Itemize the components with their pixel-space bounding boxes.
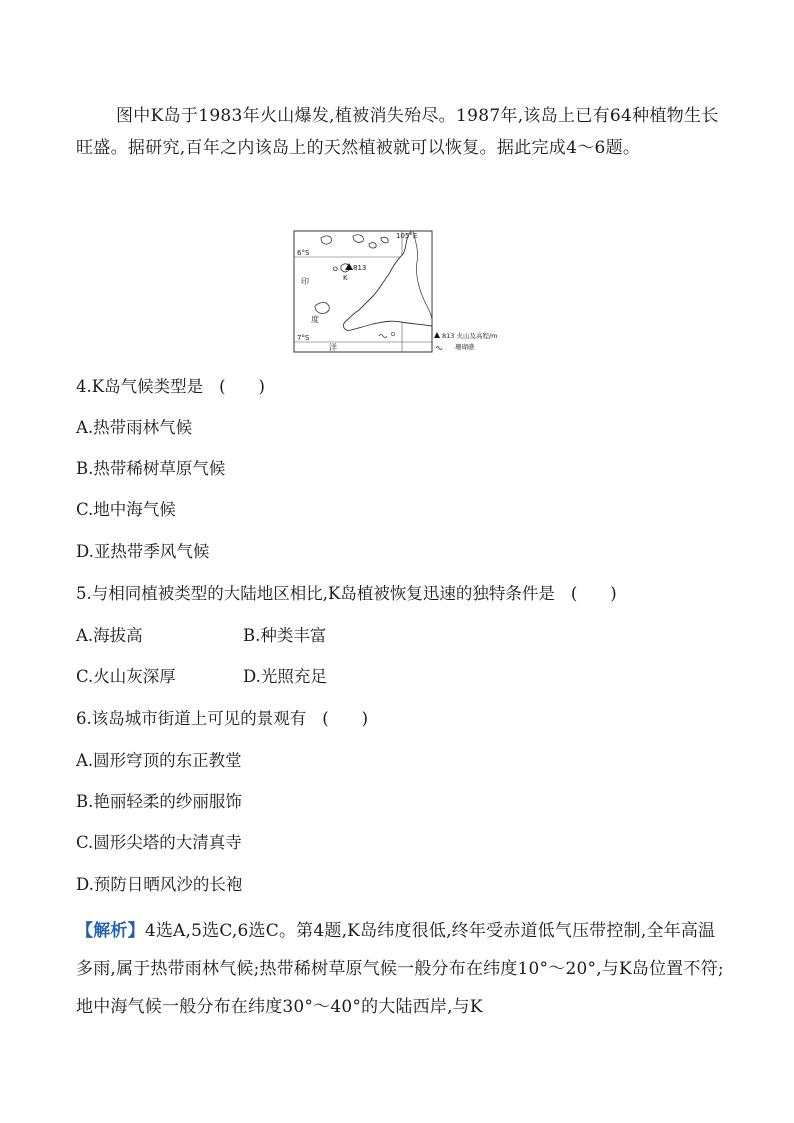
legend-volcano-text: 813 火山及高程/m [442, 332, 498, 340]
islet-1 [321, 236, 331, 244]
legend-reef-icon [436, 347, 442, 350]
analysis-tag: 【解析】 [76, 921, 145, 941]
sea-label-1: 印 [301, 277, 309, 286]
legend-reef-text: 珊瑚礁 [455, 343, 475, 351]
question-6-stem [76, 707, 368, 731]
question-5-stem [76, 582, 617, 606]
legend-volcano-icon [434, 332, 440, 338]
option-6a: A.圆形穹顶的东正教堂 [76, 751, 242, 770]
islet-5 [333, 267, 337, 270]
mainland-coast [343, 231, 432, 330]
intro-paragraph: 图中K岛于1983年火山爆发,植被消失殆尽。1987年,该岛上已有64种植物生长旺盛。据研究,百年之内该岛上的天然植被就可以恢复。据此完成4～6题。 [76, 106, 719, 158]
reef-dot [391, 332, 395, 336]
sea-label-2: 度 [311, 315, 319, 324]
k-island-map [293, 230, 523, 354]
question-6-text: 6.该岛城市街道上可见的景观有 [76, 709, 307, 728]
islet-2 [353, 235, 363, 243]
question-4-text: 4.K岛气候类型是 [76, 377, 204, 396]
options-5-row-1 [76, 624, 327, 648]
lon-label: 105°E [396, 232, 418, 240]
k-island-label: K [343, 274, 348, 282]
option-4c: C.地中海气候 [76, 500, 176, 519]
islet-3 [369, 243, 376, 248]
answer-blank: ( ) [322, 709, 369, 728]
question-5-text: 5.与相同植被类型的大陆地区相比,K岛植被恢复迅速的独特条件是 [76, 584, 555, 603]
answer-blank: ( ) [570, 584, 617, 603]
option-4d: D.亚热带季风气候 [76, 542, 210, 561]
option-6d: D.预防日晒风沙的长袍 [76, 875, 243, 894]
reef-mark [379, 335, 387, 338]
islet-4 [381, 237, 388, 243]
sea-label-3: 洋 [329, 343, 337, 352]
option-4a: A.热带雨林气候 [76, 418, 193, 437]
option-5b: B.种类丰富 [243, 626, 327, 645]
volcano-height-label: 813 [353, 264, 367, 272]
analysis-paragraph [76, 912, 726, 1026]
option-6c: C.圆形尖塔的大清真寺 [76, 833, 242, 852]
options-5-row-2 [76, 665, 327, 689]
islet-6 [315, 303, 329, 314]
analysis-text: 4选A,5选C,6选C。第4题,K岛纬度很低,终年受赤道低气压带控制,全年高温多雨,属于热带雨林气候;热带稀树草原气候一般分布在纬度10°～20°,与K岛位置不符;地中海气候一般分布在纬度30°～40°的大陆西岸,与K [76, 921, 724, 1017]
option-6b: B.艳丽轻柔的纱丽服饰 [76, 792, 242, 811]
option-5d: D.光照充足 [243, 667, 327, 686]
question-4-stem [76, 375, 265, 399]
lat-bottom-label: 7°S [297, 334, 310, 342]
option-4b: B.热带稀树草原气候 [76, 459, 226, 478]
lat-top-label: 6°S [297, 249, 310, 257]
option-5c: C.火山灰深厚 [76, 667, 176, 686]
option-5a: A.海拔高 [76, 626, 143, 645]
answer-blank: ( ) [219, 377, 265, 396]
